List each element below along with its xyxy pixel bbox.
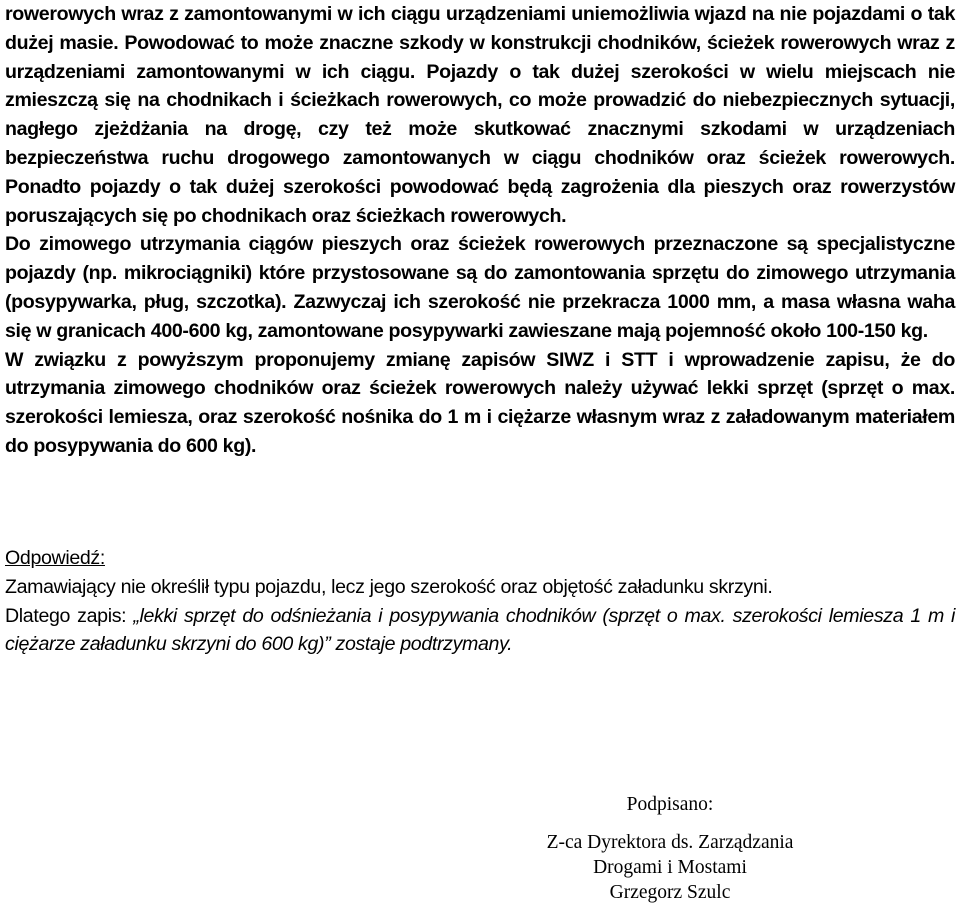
request-paragraph-1: rowerowych wraz z zamontowanymi w ich ciągu urządzeniami uniemożliwia wjazd na nie pojazdami o tak dużej masie. Powodować to może znaczne szkody w konstrukcji chodników, ścieżek rowerowych wraz z urządzeniami zamontowanymi w ich ciągu. Pojazdy o tak dużej szerokości w wielu miejscach nie zmieszczą się na chodnikach i ścieżkach rowerowych, co może prowadzić do niebezpiecznych sytuacji, nagłego zjeżdżania na drogę, czy też może skutkować znacznymi szkodami w urządzeniach bezpieczeństwa ruchu drogowego zamontowanych w ciągu chodników oraz ścieżek rowerowych. Ponadto pojazdy o tak dużej szerokości powodować będą zagrożenia dla pieszych oraz rowerzystów poruszających się po chodnikach oraz ścieżkach rowerowych. bbox=[5, 3, 955, 227]
answer-line-2-prefix: Dlatego zapis: bbox=[5, 604, 134, 627]
request-text bbox=[5, 0, 955, 461]
signature-title: Z-ca Dyrektora ds. Zarządzania bbox=[546, 832, 794, 853]
signature-department: Drogami i Mostami bbox=[593, 857, 747, 878]
signature-name: Grzegorz Szulc bbox=[609, 882, 731, 903]
answer-section bbox=[5, 544, 955, 659]
answer-line-2 bbox=[5, 602, 955, 660]
request-paragraph-2: Do zimowego utrzymania ciągów pieszych oraz ścieżek rowerowych przeznaczone są specjalistyczne pojazdy (np. mikrociągniki) które przystosowane są do zamontowania sprzętu do zimowego utrzymania (posypywarka, pług, szczotka). Zazwyczaj ich szerokość nie przekracza 1000 mm, a masa własna waha się w granicach 400-600 kg, zamontowane posypywarki zawieszane mają pojemność około 100-150 kg. bbox=[5, 233, 955, 342]
answer-heading: Odpowiedź: bbox=[5, 547, 105, 569]
request-paragraph-3: W związku z powyższym proponujemy zmianę zapisów SIWZ i STT i wprowadzenie zapisu, że do utrzymania zimowego chodników oraz ścieżek rowerowych należy używać lekki sprzęt (sprzęt o max. szerokości lemiesza, oraz szerokość nośnika do 1 m i ciężarze własnym wraz z załadowanym materiałem do posypywania do 600 kg). bbox=[5, 348, 955, 457]
signature-block bbox=[520, 830, 820, 905]
answer-line-1: Zamawiający nie określił typu pojazdu, lecz jego szerokość oraz objętość załadunku skrzyni. bbox=[5, 575, 773, 598]
answer-quote: „lekki sprzęt do odśnieżania i posypywania chodników (sprzęt o max. szerokości lemiesza 1 m i ciężarze załadunku skrzyni do 600 kg)” zostaje podtrzymany. bbox=[5, 604, 955, 656]
document-page bbox=[5, 0, 955, 461]
signature-label: Podpisano: bbox=[626, 794, 714, 815]
